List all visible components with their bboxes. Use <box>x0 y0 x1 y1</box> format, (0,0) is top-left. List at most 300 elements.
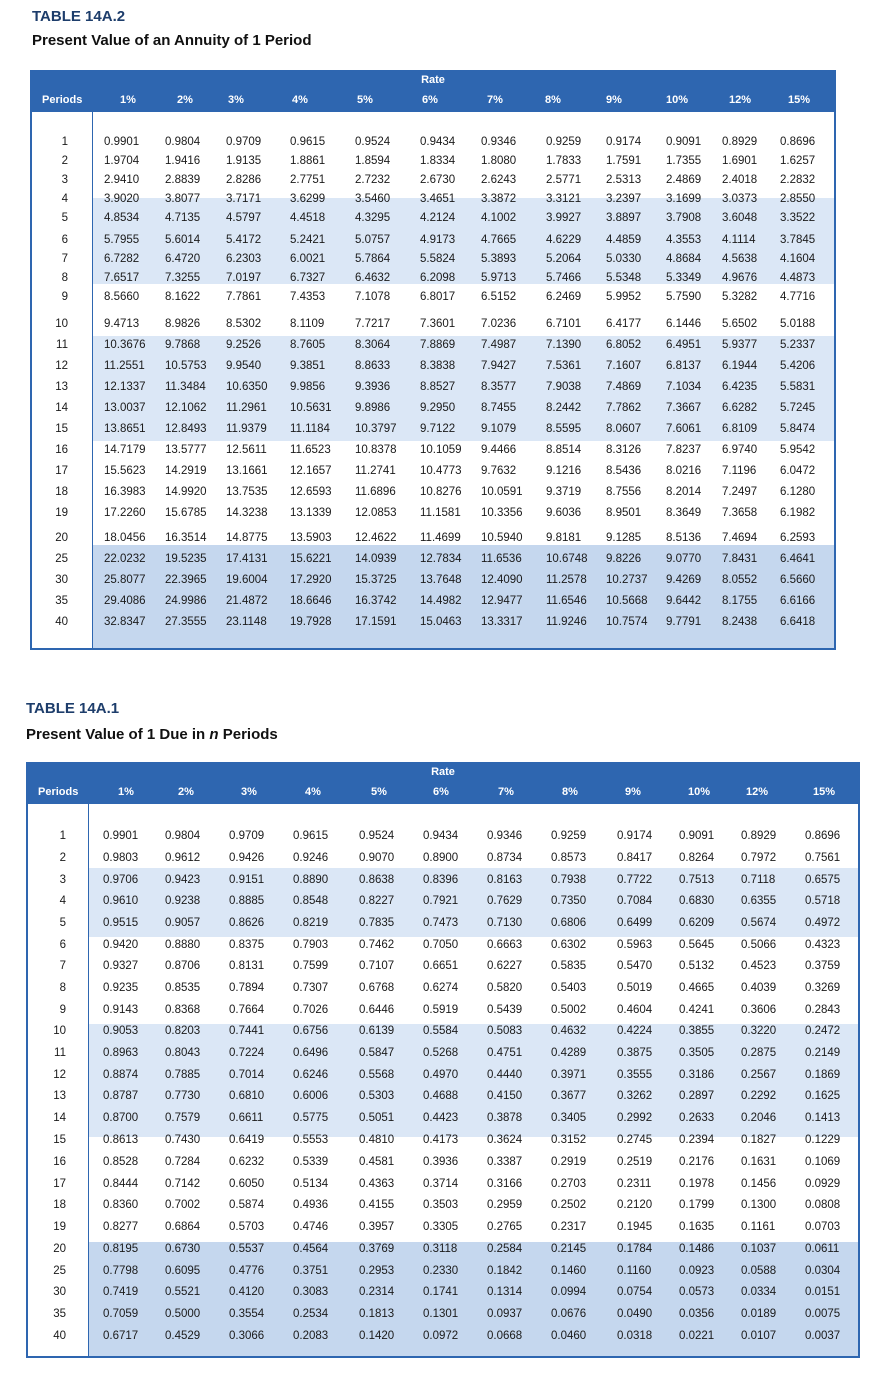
value-cell: 5.6502 <box>722 318 758 330</box>
value-cell: 7.4353 <box>290 291 326 303</box>
value-cell: 0.8548 <box>293 895 329 907</box>
value-cell: 0.5835 <box>551 960 587 972</box>
value-cell: 0.7938 <box>551 874 587 886</box>
value-cell: 9.0770 <box>666 553 702 565</box>
value-cell: 7.3255 <box>165 272 201 284</box>
value-cell: 14.8775 <box>226 532 268 544</box>
value-cell: 0.8885 <box>229 895 265 907</box>
value-cell: 3.0373 <box>722 193 758 205</box>
value-cell: 0.3503 <box>423 1199 459 1211</box>
value-cell: 0.6651 <box>423 960 459 972</box>
value-cell: 5.9952 <box>606 291 642 303</box>
value-cell: 7.1607 <box>606 360 642 372</box>
period-cell: 16 <box>55 444 68 456</box>
value-cell: 11.1184 <box>290 423 330 435</box>
value-cell: 0.2394 <box>679 1134 715 1146</box>
value-cell: 2.6730 <box>420 174 456 186</box>
value-cell: 0.3957 <box>359 1221 395 1233</box>
value-cell: 0.2519 <box>617 1156 653 1168</box>
value-cell: 0.7921 <box>423 895 459 907</box>
value-cell: 0.0588 <box>741 1265 777 1277</box>
rate-header-7pct: 7% <box>498 786 514 798</box>
value-cell: 13.5777 <box>165 444 207 456</box>
value-cell: 10.8378 <box>355 444 397 456</box>
table-row <box>28 1134 858 1153</box>
value-cell: 2.9410 <box>104 174 140 186</box>
value-cell: 0.0490 <box>617 1308 653 1320</box>
value-cell: 5.8474 <box>780 423 816 435</box>
table-row <box>28 982 858 1001</box>
value-cell: 10.4773 <box>420 465 462 477</box>
value-cell: 0.6227 <box>487 960 523 972</box>
value-cell: 0.6717 <box>103 1330 139 1342</box>
value-cell: 7.4694 <box>722 532 758 544</box>
value-cell: 0.3118 <box>423 1243 458 1255</box>
value-cell: 6.6166 <box>780 595 816 607</box>
value-cell: 0.7473 <box>423 917 459 929</box>
value-cell: 5.5831 <box>780 381 816 393</box>
value-cell: 7.9038 <box>546 381 582 393</box>
value-cell: 27.3555 <box>165 616 207 628</box>
value-cell: 9.2950 <box>420 402 456 414</box>
value-cell: 7.0197 <box>226 272 262 284</box>
value-cell: 7.8869 <box>420 339 456 351</box>
value-cell: 16.3742 <box>355 595 397 607</box>
value-cell: 0.7664 <box>229 1004 265 1016</box>
value-cell: 0.5674 <box>741 917 777 929</box>
value-cell: 0.4936 <box>293 1199 329 1211</box>
value-cell: 8.8633 <box>355 360 391 372</box>
value-cell: 0.5339 <box>293 1156 329 1168</box>
value-cell: 5.0188 <box>780 318 816 330</box>
value-cell: 4.2124 <box>420 212 456 224</box>
value-cell: 7.2497 <box>722 486 758 498</box>
period-cell: 25 <box>55 553 68 565</box>
value-cell: 0.7561 <box>805 852 841 864</box>
period-cell: 8 <box>61 272 68 284</box>
value-cell: 0.0923 <box>679 1265 715 1277</box>
period-cell: 6 <box>59 939 66 951</box>
value-cell: 0.7579 <box>165 1112 201 1124</box>
value-cell: 0.2046 <box>741 1112 777 1124</box>
value-cell: 13.1661 <box>226 465 268 477</box>
rate-header-12pct: 12% <box>746 786 769 798</box>
value-cell: 8.2442 <box>546 402 582 414</box>
value-cell: 0.2149 <box>805 1047 841 1059</box>
rate-header-3pct: 3% <box>228 94 244 106</box>
value-cell: 0.0808 <box>805 1199 841 1211</box>
value-cell: 12.0853 <box>355 507 397 519</box>
value-cell: 0.9706 <box>103 874 139 886</box>
value-cell: 0.9143 <box>103 1004 139 1016</box>
period-cell: 20 <box>53 1243 66 1255</box>
table-row <box>28 895 858 914</box>
annuity-table <box>30 70 836 650</box>
value-cell: 10.5631 <box>290 402 332 414</box>
value-cell: 11.2551 <box>104 360 145 372</box>
value-cell: 9.3719 <box>546 486 582 498</box>
value-cell: 0.5000 <box>165 1308 201 1320</box>
value-cell: 0.9423 <box>165 874 201 886</box>
value-cell: 0.7118 <box>741 874 776 886</box>
rate-header-8pct: 8% <box>545 94 561 106</box>
table-row <box>32 423 834 442</box>
value-cell: 5.2337 <box>780 339 816 351</box>
value-cell: 0.5019 <box>617 982 653 994</box>
value-cell: 23.1148 <box>226 616 267 628</box>
value-cell: 0.3554 <box>229 1308 265 1320</box>
value-cell: 0.4150 <box>487 1090 523 1102</box>
value-cell: 0.8613 <box>103 1134 139 1146</box>
table-row <box>28 1243 858 1262</box>
value-cell: 0.8277 <box>103 1221 139 1233</box>
value-cell: 0.4665 <box>679 982 715 994</box>
value-cell: 7.7861 <box>226 291 262 303</box>
value-cell: 4.7716 <box>780 291 816 303</box>
value-cell: 0.4120 <box>229 1286 265 1298</box>
value-cell: 0.1460 <box>551 1265 587 1277</box>
title-prefix: Present Value of 1 Due in <box>26 726 210 743</box>
value-cell: 0.9901 <box>103 830 139 842</box>
value-cell: 0.7835 <box>359 917 395 929</box>
value-cell: 0.8417 <box>617 852 653 864</box>
value-cell: 0.8444 <box>103 1178 139 1190</box>
value-cell: 6.8017 <box>420 291 456 303</box>
table-row <box>28 852 858 871</box>
value-cell: 0.0151 <box>805 1286 841 1298</box>
value-cell: 7.4987 <box>481 339 517 351</box>
value-cell: 0.6232 <box>229 1156 265 1168</box>
value-cell: 5.5348 <box>606 272 642 284</box>
value-cell: 2.7232 <box>355 174 391 186</box>
value-cell: 1.7355 <box>666 155 702 167</box>
value-cell: 1.8080 <box>481 155 517 167</box>
value-cell: 21.4872 <box>226 595 268 607</box>
value-cell: 0.2145 <box>551 1243 587 1255</box>
value-cell: 9.3851 <box>290 360 326 372</box>
period-cell: 1 <box>59 830 66 842</box>
value-cell: 0.0703 <box>805 1221 841 1233</box>
value-cell: 0.4155 <box>359 1199 395 1211</box>
value-cell: 11.6536 <box>481 553 522 565</box>
value-cell: 0.9420 <box>103 939 139 951</box>
table-row <box>32 402 834 421</box>
table-row <box>28 1221 858 1240</box>
value-cell: 14.3238 <box>226 507 268 519</box>
value-cell: 11.9379 <box>226 423 267 435</box>
period-cell: 40 <box>55 616 68 628</box>
value-cell: 9.9540 <box>226 360 262 372</box>
value-cell: 5.3893 <box>481 253 517 265</box>
period-cell: 3 <box>61 174 68 186</box>
table-row <box>32 155 834 174</box>
value-cell: 0.4688 <box>423 1090 459 1102</box>
value-cell: 1.9704 <box>104 155 140 167</box>
value-cell: 0.1945 <box>617 1221 653 1233</box>
value-cell: 0.9053 <box>103 1025 139 1037</box>
value-cell: 1.8861 <box>290 155 326 167</box>
value-cell: 0.7599 <box>293 960 329 972</box>
value-cell: 6.0021 <box>290 253 326 265</box>
table-row <box>28 1047 858 1066</box>
value-cell: 0.7441 <box>229 1025 265 1037</box>
table-row <box>28 1308 858 1327</box>
value-cell: 0.5584 <box>423 1025 459 1037</box>
value-cell: 0.5002 <box>551 1004 587 1016</box>
value-cell: 0.4423 <box>423 1112 459 1124</box>
value-cell: 2.7751 <box>290 174 326 186</box>
value-cell: 8.5660 <box>104 291 140 303</box>
value-cell: 2.4018 <box>722 174 758 186</box>
value-cell: 0.7903 <box>293 939 329 951</box>
value-cell: 0.0668 <box>487 1330 523 1342</box>
value-cell: 25.8077 <box>104 574 146 586</box>
value-cell: 0.9709 <box>226 136 262 148</box>
value-cell: 6.4720 <box>165 253 201 265</box>
value-cell: 6.4632 <box>355 272 391 284</box>
value-cell: 11.4699 <box>420 532 461 544</box>
value-cell: 0.7284 <box>165 1156 201 1168</box>
value-cell: 0.8396 <box>423 874 459 886</box>
periods-header: Periods <box>42 94 83 106</box>
title-italic: n <box>209 726 219 743</box>
value-cell: 13.1339 <box>290 507 332 519</box>
table-row <box>32 174 834 193</box>
period-cell: 8 <box>59 982 66 994</box>
value-cell: 0.9804 <box>165 830 201 842</box>
value-cell: 0.2567 <box>741 1069 777 1081</box>
value-cell: 5.4172 <box>226 234 262 246</box>
value-cell: 4.7135 <box>165 212 201 224</box>
value-cell: 0.6139 <box>359 1025 395 1037</box>
period-cell: 12 <box>53 1069 66 1081</box>
value-cell: 8.3649 <box>666 507 702 519</box>
value-cell: 0.4523 <box>741 960 777 972</box>
value-cell: 0.2992 <box>617 1112 653 1124</box>
table-row <box>28 960 858 979</box>
value-cell: 10.0591 <box>481 486 523 498</box>
title-suffix: Periods <box>218 726 278 743</box>
value-cell: 6.4951 <box>666 339 702 351</box>
value-cell: 9.1079 <box>481 423 517 435</box>
present-value-table <box>26 762 860 1358</box>
value-cell: 9.4713 <box>104 318 140 330</box>
value-cell: 1.6257 <box>780 155 816 167</box>
value-cell: 8.9826 <box>165 318 201 330</box>
period-cell: 35 <box>55 595 68 607</box>
value-cell: 0.9151 <box>229 874 265 886</box>
value-cell: 0.6246 <box>293 1069 329 1081</box>
value-cell: 9.1285 <box>606 532 642 544</box>
value-cell: 0.4970 <box>423 1069 459 1081</box>
value-cell: 0.3152 <box>551 1134 587 1146</box>
value-cell: 8.7556 <box>606 486 642 498</box>
value-cell: 5.6014 <box>165 234 201 246</box>
value-cell: 13.8651 <box>104 423 146 435</box>
table-row <box>32 381 834 400</box>
table-id-annuity: TABLE 14A.2 <box>32 8 126 25</box>
table-row <box>32 486 834 505</box>
value-cell: 0.0676 <box>551 1308 587 1320</box>
value-cell: 5.5824 <box>420 253 456 265</box>
value-cell: 0.7885 <box>165 1069 201 1081</box>
value-cell: 0.6768 <box>359 982 395 994</box>
value-cell: 0.3305 <box>423 1221 459 1233</box>
table-row <box>28 830 858 849</box>
value-cell: 0.3405 <box>551 1112 587 1124</box>
value-cell: 0.1978 <box>679 1178 715 1190</box>
period-cell: 17 <box>53 1178 66 1190</box>
value-cell: 0.8163 <box>487 874 523 886</box>
value-cell: 0.3624 <box>487 1134 523 1146</box>
value-cell: 9.9856 <box>290 381 326 393</box>
value-cell: 0.4581 <box>359 1156 395 1168</box>
value-cell: 0.3878 <box>487 1112 523 1124</box>
value-cell: 0.9803 <box>103 852 139 864</box>
value-cell: 0.7307 <box>293 982 329 994</box>
period-cell: 25 <box>53 1265 66 1277</box>
value-cell: 0.2534 <box>293 1308 329 1320</box>
value-cell: 4.5797 <box>226 212 262 224</box>
value-cell: 0.3262 <box>617 1090 653 1102</box>
value-cell: 0.9346 <box>487 830 523 842</box>
value-cell: 3.3872 <box>481 193 517 205</box>
value-cell: 11.1581 <box>420 507 461 519</box>
value-cell: 7.9427 <box>481 360 517 372</box>
value-cell: 6.9740 <box>722 444 758 456</box>
value-cell: 0.0573 <box>679 1286 715 1298</box>
value-cell: 6.1982 <box>780 507 816 519</box>
column-header-bar <box>32 90 834 112</box>
value-cell: 0.5963 <box>617 939 653 951</box>
value-cell: 0.6810 <box>229 1090 265 1102</box>
value-cell: 0.7629 <box>487 895 523 907</box>
value-cell: 0.8227 <box>359 895 395 907</box>
value-cell: 0.6446 <box>359 1004 395 1016</box>
value-cell: 0.2083 <box>293 1330 329 1342</box>
value-cell: 0.8375 <box>229 939 265 951</box>
value-cell: 0.8368 <box>165 1004 201 1016</box>
value-cell: 0.5134 <box>293 1178 329 1190</box>
value-cell: 8.5595 <box>546 423 582 435</box>
value-cell: 12.5611 <box>226 444 267 456</box>
value-cell: 0.9426 <box>229 852 265 864</box>
value-cell: 0.4039 <box>741 982 777 994</box>
value-cell: 5.2064 <box>546 253 582 265</box>
rate-header-7pct: 7% <box>487 94 503 106</box>
value-cell: 0.2745 <box>617 1134 653 1146</box>
value-cell: 17.2920 <box>290 574 332 586</box>
value-cell: 0.1625 <box>805 1090 841 1102</box>
value-cell: 0.6006 <box>293 1090 329 1102</box>
value-cell: 10.2737 <box>606 574 648 586</box>
value-cell: 0.4751 <box>487 1047 523 1059</box>
value-cell: 0.2875 <box>741 1047 777 1059</box>
value-cell: 3.8897 <box>606 212 642 224</box>
value-cell: 0.2919 <box>551 1156 587 1168</box>
value-cell: 6.1446 <box>666 318 702 330</box>
value-cell: 22.0232 <box>104 553 146 565</box>
table-row <box>32 272 834 291</box>
rate-header-5pct: 5% <box>371 786 387 798</box>
value-cell: 0.9259 <box>546 136 582 148</box>
value-cell: 0.8195 <box>103 1243 139 1255</box>
value-cell: 8.7605 <box>290 339 326 351</box>
value-cell: 0.3220 <box>741 1025 777 1037</box>
value-cell: 24.9986 <box>165 595 207 607</box>
value-cell: 13.0037 <box>104 402 146 414</box>
value-cell: 0.9091 <box>679 830 715 842</box>
value-cell: 4.6229 <box>546 234 582 246</box>
value-cell: 0.7002 <box>165 1199 201 1211</box>
value-cell: 0.7350 <box>551 895 587 907</box>
value-cell: 6.6282 <box>722 402 758 414</box>
value-cell: 0.6274 <box>423 982 459 994</box>
value-cell: 3.1699 <box>666 193 702 205</box>
value-cell: 0.3555 <box>617 1069 653 1081</box>
value-cell: 11.2741 <box>355 465 396 477</box>
rate-header-6pct: 6% <box>433 786 449 798</box>
value-cell: 13.5903 <box>290 532 332 544</box>
value-cell: 4.9676 <box>722 272 758 284</box>
value-cell: 15.3725 <box>355 574 397 586</box>
period-cell: 5 <box>59 917 66 929</box>
rate-header-10pct: 10% <box>688 786 711 798</box>
value-cell: 1.9135 <box>226 155 262 167</box>
value-cell: 0.4323 <box>805 939 841 951</box>
value-cell: 1.8594 <box>355 155 391 167</box>
value-cell: 19.7928 <box>290 616 332 628</box>
rate-header-9pct: 9% <box>606 94 622 106</box>
value-cell: 8.5436 <box>606 465 642 477</box>
table-row <box>32 444 834 463</box>
value-cell: 2.8839 <box>165 174 201 186</box>
value-cell: 0.8131 <box>229 960 265 972</box>
rate-header-1pct: 1% <box>120 94 136 106</box>
value-cell: 0.7026 <box>293 1004 329 1016</box>
value-cell: 0.6499 <box>617 917 653 929</box>
value-cell: 3.2397 <box>606 193 642 205</box>
value-cell: 8.8514 <box>546 444 582 456</box>
period-cell: 16 <box>53 1156 66 1168</box>
value-cell: 14.7179 <box>104 444 146 456</box>
value-cell: 13.7648 <box>420 574 462 586</box>
value-cell: 0.5066 <box>741 939 777 951</box>
value-cell: 12.7834 <box>420 553 462 565</box>
value-cell: 0.3677 <box>551 1090 587 1102</box>
value-cell: 9.6036 <box>546 507 582 519</box>
value-cell: 0.9610 <box>103 895 139 907</box>
value-cell: 0.1741 <box>423 1286 459 1298</box>
value-cell: 8.1622 <box>165 291 201 303</box>
value-cell: 0.5820 <box>487 982 523 994</box>
value-cell: 8.3838 <box>420 360 456 372</box>
table-row <box>32 318 834 337</box>
value-cell: 0.2314 <box>359 1286 395 1298</box>
rate-header-3pct: 3% <box>241 786 257 798</box>
value-cell: 16.3983 <box>104 486 146 498</box>
value-cell: 4.9173 <box>420 234 456 246</box>
value-cell: 5.7955 <box>104 234 140 246</box>
value-cell: 13.7535 <box>226 486 268 498</box>
value-cell: 3.9020 <box>104 193 140 205</box>
value-cell: 7.7217 <box>355 318 391 330</box>
value-cell: 0.4632 <box>551 1025 587 1037</box>
value-cell: 0.1827 <box>741 1134 777 1146</box>
rate-header-2pct: 2% <box>178 786 194 798</box>
value-cell: 0.7722 <box>617 874 653 886</box>
value-cell: 0.9174 <box>617 830 653 842</box>
